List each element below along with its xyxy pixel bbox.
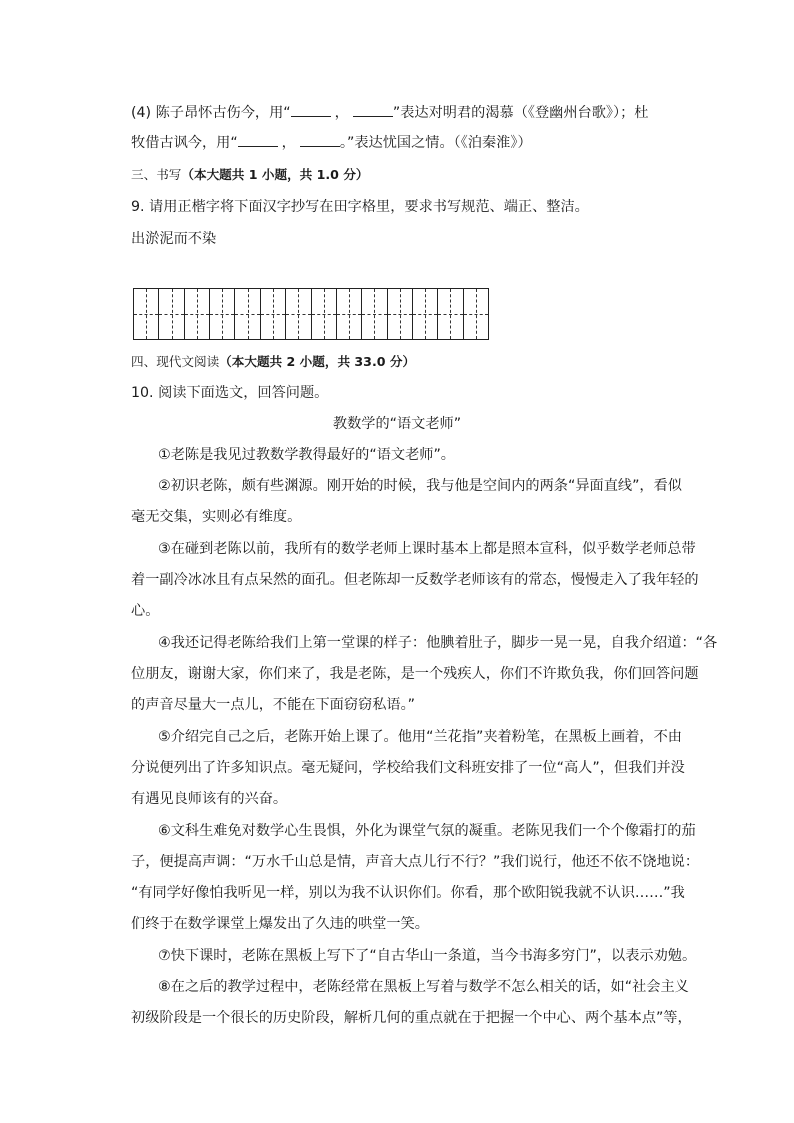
article-line: 毫无交集，实则必有维度。: [131, 509, 302, 525]
q8-part4-line2: 牧借古讽今，用“ ， 。”表达忧国之情。（《泊秦淮》）: [131, 132, 532, 154]
article-line: 心。: [131, 603, 160, 619]
grid-cell[interactable]: [337, 289, 362, 339]
grid-cell[interactable]: [312, 289, 337, 339]
article-line: 们终于在数学课堂上爆发出了久违的哄堂一笑。: [131, 916, 429, 932]
q9-phrase: 出淤泥而不染: [131, 231, 217, 247]
q9-prompt: 9. 请用正楷字将下面汉字抄写在田字格里，要求书写规范、端正、整洁。: [131, 199, 589, 215]
section-heading: 三、书写（本大题共 1 小题，共 1.0 分）: [131, 167, 369, 182]
q10-prompt: 10. 阅读下面选文，回答问题。: [131, 385, 329, 401]
grid-cell[interactable]: [210, 289, 235, 339]
article-line: 初级阶段是一个很长的历史阶段，解析几何的重点就在于把握一个中心、两个基本点”等，: [131, 1010, 692, 1026]
article-line: ④我还记得老陈给我们上第一堂课的样子：他腆着肚子，脚步一晃一晃，自我介绍道：“各: [158, 635, 718, 651]
article-line: 分说便列出了许多知识点。毫无疑问，学校给我们文科班安排了一位“高人”，但我们并没: [131, 760, 685, 776]
article-line: 有遇见良师该有的兴奋。: [131, 791, 288, 807]
answer-blank[interactable]: [353, 102, 393, 117]
article-line: ⑧在之后的教学过程中，老陈经常在黑板上写着与数学不怎么相关的话，如“社会主义: [158, 979, 689, 995]
answer-blank[interactable]: [291, 102, 331, 117]
article-line: ⑤介绍完自己之后，老陈开始上课了。他用“兰花指”夹着粉笔，在黑板上画着，不由: [158, 729, 682, 745]
grid-cell[interactable]: [388, 289, 413, 339]
answer-blank[interactable]: [238, 132, 278, 147]
grid-cell[interactable]: [464, 289, 488, 339]
grid-cell[interactable]: [134, 289, 159, 339]
q8-part4-line1: (4) 陈子昂怀古伤今，用“ ， ”表达对明君的渴慕（《登幽州台歌》）；杜: [131, 102, 648, 124]
answer-blank[interactable]: [300, 132, 340, 147]
tianzige-grid[interactable]: [133, 288, 489, 340]
grid-cell[interactable]: [185, 289, 210, 339]
grid-cell[interactable]: [235, 289, 260, 339]
article-line: “有同学好像怕我听见一样，别以为我不认识你们。你看，那个欧阳锐我就不认识……”我: [131, 885, 685, 901]
grid-cell[interactable]: [261, 289, 286, 339]
article-title: 教数学的“语文老师”: [332, 416, 462, 432]
grid-cell[interactable]: [362, 289, 387, 339]
article-line: 的声音尽量大一点儿，不能在下面窃窃私语。”: [131, 697, 416, 713]
grid-cell[interactable]: [159, 289, 184, 339]
grid-cell[interactable]: [413, 289, 438, 339]
article-line: ①老陈是我见过教数学教得最好的“语文老师”。: [158, 447, 455, 463]
grid-cell[interactable]: [438, 289, 463, 339]
article-line: ⑥文科生难免对数学心生畏惧，外化为课堂气氛的凝重。老陈见我们一个个像霜打的茄: [158, 823, 696, 839]
article-line: 子，便提高声调：“万水千山总是情，声音大点儿行不行？”我们说行，他还不依不饶地说：: [131, 854, 700, 870]
article-line: 着一副冷冰冰且有点呆然的面孔。但老陈却一反数学老师该有的常态，慢慢走入了我年轻的: [131, 572, 699, 588]
article-line: ⑦快下课时，老陈在黑板上写下了“自古华山一条道，当今书海多穷门”，以表示劝勉。: [158, 948, 697, 964]
article-line: 位朋友，谢谢大家，你们来了，我是老陈，是一个残疾人，你们不许欺负我，你们回答问题: [131, 666, 699, 682]
article-line: ③在碰到老陈以前，我所有的数学老师上课时基本上都是照本宣科，似乎数学老师总带: [158, 541, 696, 557]
grid-cell[interactable]: [286, 289, 311, 339]
section-heading: 四、现代文阅读（本大题共 2 小题，共 33.0 分）: [131, 354, 416, 369]
article-line: ②初识老陈，颇有些渊源。刚开始的时候，我与他是空间内的两条“异面直线”，看似: [158, 478, 682, 494]
